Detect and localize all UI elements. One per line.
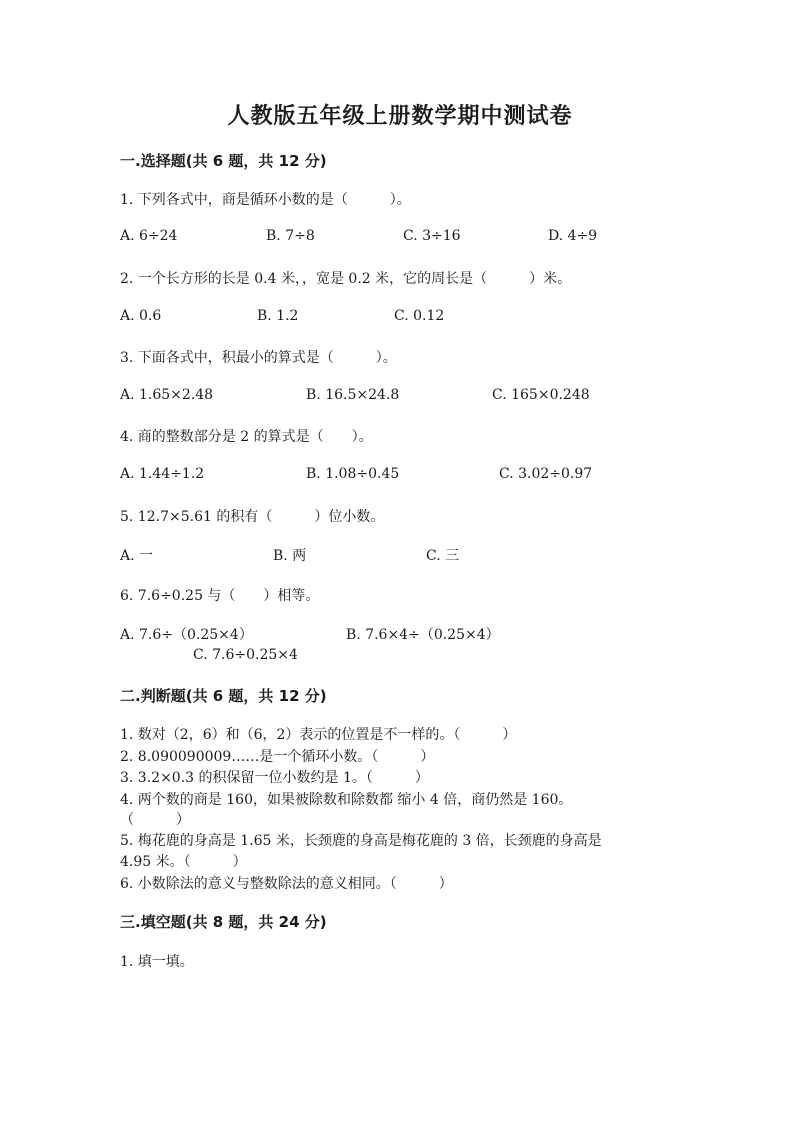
question-stem: 1. 填一填。 xyxy=(120,954,194,970)
option-b: B. 1.2 xyxy=(257,308,299,324)
option-d: D. 4÷9 xyxy=(548,228,598,244)
option-a: A. 一 xyxy=(120,548,154,564)
option-a: A. 1.65×2.48 xyxy=(120,387,214,403)
section-heading-fill: 三.填空题(共 8 题，共 24 分) xyxy=(120,913,327,931)
question-stem: 2. 一个长方形的长是 0.4 米，，宽是 0.2 米，它的周长是（ ）米。 xyxy=(120,271,572,287)
question-stem: 1. 下列各式中，商是循环小数的是（ ）。 xyxy=(120,192,411,208)
option-b: B. 7÷8 xyxy=(266,228,315,244)
statement-line: 5. 梅花鹿的身高是 1.65 米，长颈鹿的身高是梅花鹿的 3 倍，长颈鹿的身高是 xyxy=(120,833,602,849)
option-a: A. 1.44÷1.2 xyxy=(120,466,205,482)
statement-line: 2. 8.090090009……是一个循环小数。（ ） xyxy=(120,749,435,765)
option-c: C. 3÷16 xyxy=(403,228,461,244)
statement-line: 4. 两个数的商是 160，如果被除数和除数都 缩小 4 倍，商仍然是 160。 xyxy=(120,792,573,808)
page-title: 人教版五年级上册数学期中测试卷 xyxy=(227,104,573,129)
statement-line: 6. 小数除法的意义与整数除法的意义相同。（ ） xyxy=(120,876,453,892)
option-b: B. 1.08÷0.45 xyxy=(306,466,400,482)
option-a: A. 7.6÷（0.25×4） xyxy=(120,627,253,643)
statement-line: （ ） xyxy=(120,812,190,828)
question-stem: 6. 7.6÷0.25 与（ ）相等。 xyxy=(120,588,320,604)
option-b: B. 两 xyxy=(273,548,307,564)
option-c: C. 3.02÷0.97 xyxy=(499,466,593,482)
option-c: C. 三 xyxy=(426,548,460,564)
statement-line: 4.95 米。（ ） xyxy=(120,854,247,870)
option-b: B. 7.6×4÷（0.25×4） xyxy=(346,627,500,643)
question-stem: 3. 下面各式中，积最小的算式是（ ）。 xyxy=(120,350,397,366)
option-c: C. 165×0.248 xyxy=(492,387,590,403)
section-heading-judgment: 二.判断题(共 6 题，共 12 分) xyxy=(120,687,327,705)
statement-line: 1. 数对（2，6）和（6，2）表示的位置是不一样的。（ ） xyxy=(120,727,517,743)
question-stem: 5. 12.7×5.61 的积有（ ）位小数。 xyxy=(120,509,385,525)
section-heading-choice: 一.选择题(共 6 题，共 12 分) xyxy=(120,152,327,170)
option-a: A. 6÷24 xyxy=(120,228,178,244)
option-a: A. 0.6 xyxy=(120,308,162,324)
question-stem: 4. 商的整数部分是 2 的算式是（ ）。 xyxy=(120,429,373,445)
statement-line: 3. 3.2×0.3 的积保留一位小数约是 1。（ ） xyxy=(120,770,429,786)
option-c: C. 0.12 xyxy=(394,308,445,324)
option-b: B. 16.5×24.8 xyxy=(306,387,400,403)
option-c: C. 7.6÷0.25×4 xyxy=(193,647,298,663)
